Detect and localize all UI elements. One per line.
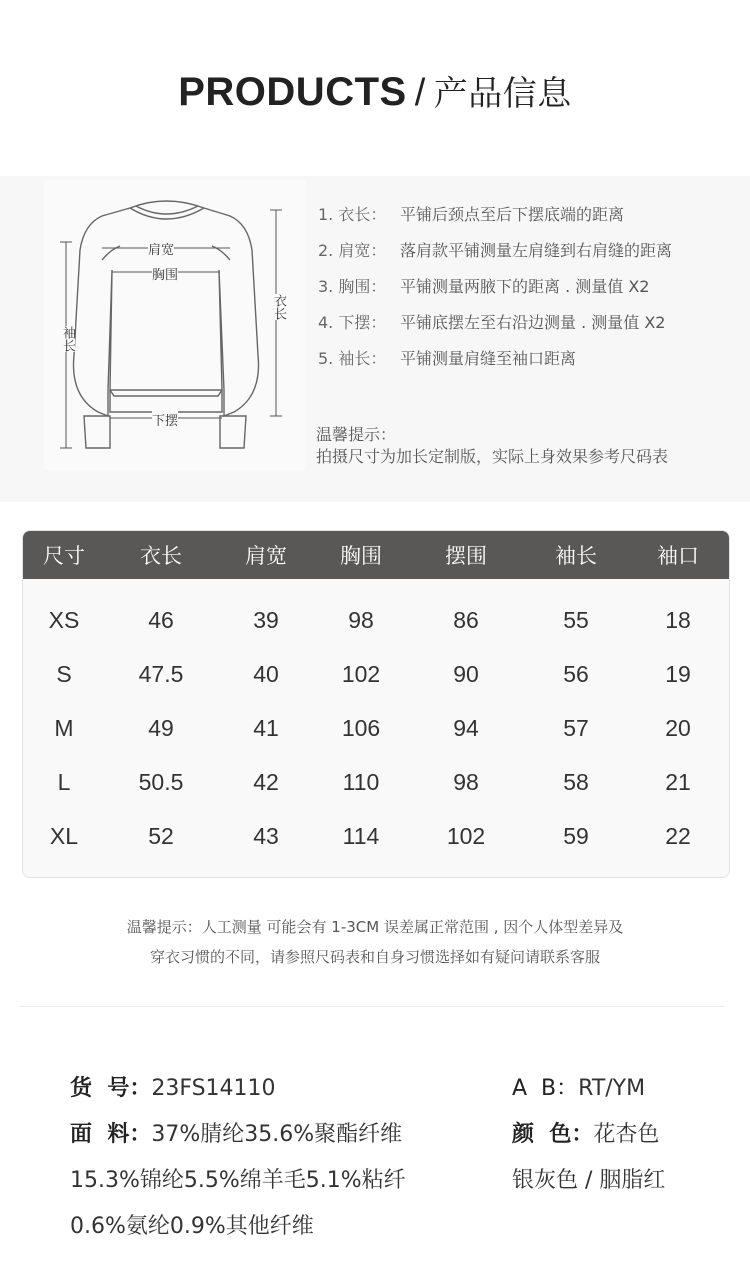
table-row: S 47.5 40 102 90 56 19 [56,660,691,687]
color-line-2: 银灰色 / 胭脂红 [512,1168,666,1193]
table-row: L 50.5 42 110 98 58 21 [57,768,691,795]
header-shoulder: 肩宽 [245,544,287,568]
material-line-2: 15.3%锦纶5.5%绵羊毛5.1%粘纤 [70,1168,406,1193]
material-key: 面 料： [70,1122,152,1147]
table-row: XS 46 39 98 86 55 18 [48,606,691,633]
header-length: 衣长 [140,544,182,568]
color-row [512,1112,665,1158]
header-cuff: 袖口 [657,544,699,568]
ab-value: RT/YM [578,1076,646,1101]
size-table-body [23,579,729,863]
measurement-warning [0,912,750,972]
sku-value: 23FS14110 [151,1076,276,1101]
size-table-header [23,531,729,579]
product-details-right [512,1066,665,1204]
divider [20,1006,724,1007]
material-line-3: 0.6%氨纶0.9%其他纤维 [70,1214,314,1239]
warning-line-1: 温馨提示：人工测量 可能会有 1-3CM 误差属正常范围 , 因个人体型差异及 [126,918,624,936]
ab-key: A B： [512,1076,579,1101]
sku-row [70,1066,406,1112]
header-chest: 胸围 [340,544,382,568]
title-en: PRODUCTS [178,70,407,114]
note-hem: 4. 下摆： 平铺底摆左至右沿边测量 . 测量值 X2 [318,313,666,332]
size-table [22,530,730,878]
sku-key: 货 号： [70,1076,152,1101]
diagram-label-shoulder: 肩宽 [148,239,174,258]
measurement-notes [318,204,738,384]
note-shoulder: 2. 肩宽： 落肩款平铺测量左肩缝到右肩缝的距离 [318,241,673,260]
note-sleeve: 5. 袖长： 平铺测量肩缝至袖口距离 [318,349,577,368]
page-title [0,66,750,115]
header-sleeve: 袖长 [555,544,597,568]
photo-size-tip [316,424,668,468]
table-row: M 49 41 106 94 57 20 [54,714,691,741]
color-line-1: 花杏色 [593,1122,660,1147]
warning-line-2: 穿衣习惯的不同，请参照尺码表和自身习惯选择如有疑问请联系客服 [149,948,600,966]
ab-row [512,1066,665,1112]
header-size: 尺寸 [43,544,85,568]
diagram-label-sleeve: 袖长 [60,326,75,352]
diagram-label-hem: 下摆 [152,410,178,429]
diagram-label-chest: 胸围 [152,264,178,283]
diagram-label-length: 衣长 [271,294,286,320]
sweater-diagram [44,180,306,470]
tip-title: 温馨提示： [316,425,397,444]
tip-text: 拍摄尺寸为加长定制版，实际上身效果参考尺码表 [316,447,669,466]
product-details-left [70,1066,406,1250]
note-chest: 3. 胸围： 平铺测量两腋下的距离 . 测量值 X2 [318,277,650,296]
header-hem: 摆围 [445,544,487,568]
table-row: XL 52 43 114 102 59 22 [49,822,691,849]
note-length: 1. 衣长： 平铺后颈点至后下摆底端的距离 [318,205,625,224]
material-line-1: 37%腈纶35.6%聚酯纤维 [151,1122,403,1147]
title-cn: 产品信息 [433,74,572,114]
color-key: 颜 色： [512,1122,594,1147]
title-separator: / [414,72,426,114]
material-row [70,1112,406,1158]
